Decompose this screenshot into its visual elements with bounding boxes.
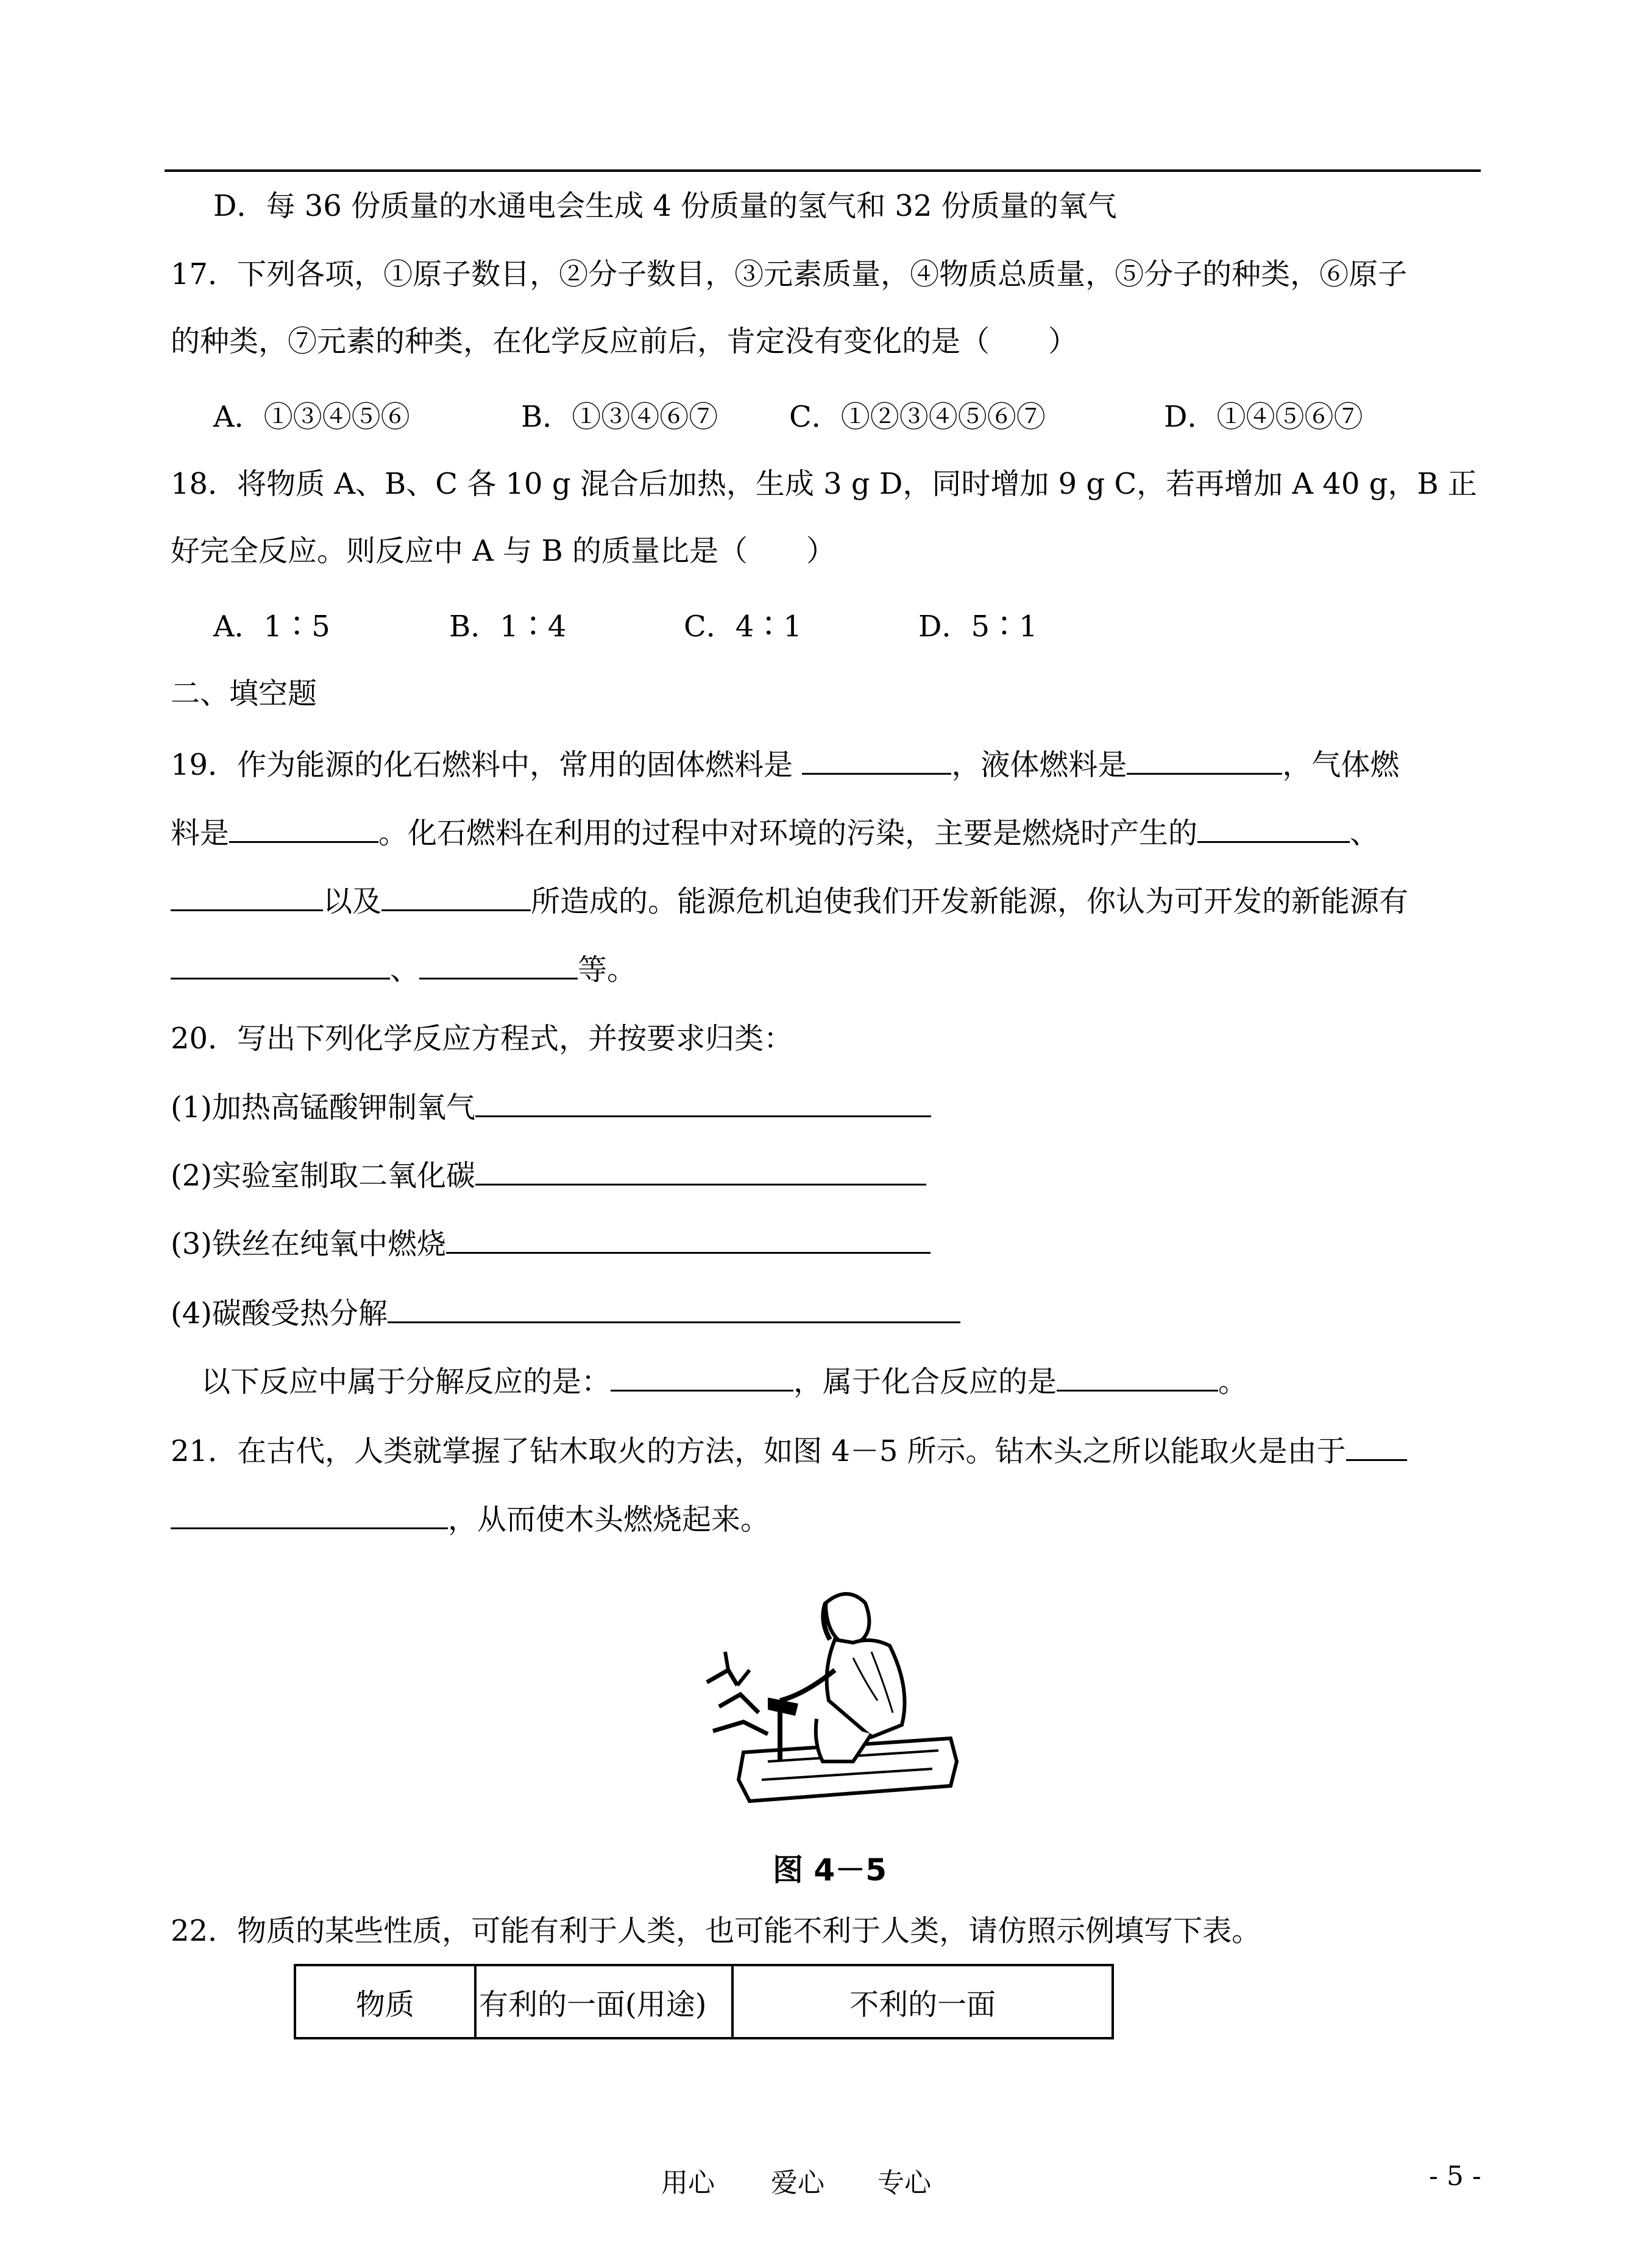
answer-blank[interactable] [475, 1154, 926, 1186]
figure-caption: 图 4－5 [773, 1852, 887, 1888]
answer-blank[interactable] [388, 1292, 960, 1323]
q19-text: 以及 [323, 884, 382, 919]
q18-option-d: D．5∶1 [918, 610, 1038, 644]
q20-item-3 [171, 1223, 931, 1264]
q20-item-text: (1)加热高锰酸钾制氧气 [171, 1090, 475, 1125]
answer-blank[interactable] [381, 880, 531, 911]
q21-line2 [171, 1498, 770, 1539]
answer-blank[interactable] [171, 1498, 448, 1529]
q18-options [213, 607, 1038, 646]
q18-option-a: A．1∶5 [213, 610, 330, 644]
q19-text: 、 [1350, 816, 1380, 850]
q19-text: ，气体燃 [1282, 748, 1400, 782]
q19-line3 [171, 880, 1408, 921]
fire-drilling-illustration [670, 1579, 975, 1822]
q20-item-text: (4)碳酸受热分解 [171, 1296, 388, 1331]
q20-title: 20．写出下列化学反应方程式，并按要求归类： [171, 1022, 793, 1056]
q20-item-1 [171, 1086, 931, 1127]
q18-text-line2: 好完全反应。则反应中 A 与 B 的质量比是（ ） [171, 534, 835, 568]
q16-option-d: D．每 36 份质量的水通电会生成 4 份质量的氢气和 32 份质量的氧气 [213, 189, 1117, 223]
answer-blank[interactable] [419, 948, 578, 979]
table-header-cell: 有利的一面(用途) [475, 1965, 732, 2038]
answer-blank[interactable] [611, 1360, 793, 1392]
q22-text: 22．物质的某些性质，可能有利于人类，也可能不利于人类，请仿照示例填写下表。 [171, 1914, 1261, 1948]
q17-option-a: A．①③④⑤⑥ [213, 400, 410, 434]
q17-options [213, 397, 1363, 436]
q17-text-line1: 17．下列各项，①原子数目，②分子数目，③元素质量，④物质总质量，⑤分子的种类，⑥原子 [171, 257, 1408, 291]
q19-line2 [171, 812, 1379, 853]
q19-line4 [171, 948, 636, 989]
q19-text: 19．作为能源的化石燃料中，常用的固体燃料是 [171, 748, 803, 782]
q20-text: 以下反应中属于分解反应的是： [201, 1365, 611, 1399]
q19-text: 等。 [578, 953, 637, 987]
q20-item-text: (2)实验室制取二氧化碳 [171, 1159, 475, 1193]
table-header-cell: 不利的一面 [732, 1965, 1113, 2038]
answer-blank[interactable] [1346, 1430, 1407, 1461]
q19-text: 。化石燃料在利用的过程中对环境的污染，主要是燃烧时产生的 [378, 816, 1198, 850]
q18-option-b: B．1∶4 [449, 610, 567, 644]
q17-text-line2: 的种类，⑦元素的种类，在化学反应前后，肯定没有变化的是（ ） [171, 324, 1078, 358]
answer-blank[interactable] [229, 812, 378, 843]
q19-text: 所造成的。能源危机迫使我们开发新能源，你认为可开发的新能源有 [531, 884, 1409, 919]
q18-text-line1: 18．将物质 A、B、C 各 10 g 混合后加热，生成 3 g D，同时增加 9 g C，若再增加 A 40 g，B 正 [171, 467, 1477, 501]
answer-blank[interactable] [1197, 812, 1350, 843]
q19-text: 、 [390, 953, 420, 987]
table-header-row [295, 1965, 1113, 2038]
q20-item-4 [171, 1292, 960, 1333]
answer-blank[interactable] [475, 1086, 931, 1117]
q18-option-c: C．4∶1 [684, 610, 802, 644]
q19-line1 [171, 744, 1399, 784]
q19-text: ，液体燃料是 [951, 748, 1127, 782]
table-header-cell: 物质 [295, 1965, 475, 2038]
footer-motto-1: 用心 [661, 2167, 715, 2199]
q20-text: ，属于化合反应的是 [793, 1365, 1057, 1399]
header-rule [165, 169, 1481, 172]
answer-blank[interactable] [171, 948, 390, 979]
footer-motto-2: 爱心 [771, 2167, 824, 2199]
q17-option-d: D．①④⑤⑥⑦ [1164, 400, 1363, 434]
q20-item-2 [171, 1154, 926, 1195]
q21-line1 [171, 1430, 1407, 1471]
q21-text: ，从而使木头燃烧起来。 [448, 1502, 770, 1537]
answer-blank[interactable] [446, 1223, 931, 1254]
q17-option-b: B．①③④⑥⑦ [521, 400, 718, 434]
q17-option-c: C．①②③④⑤⑥⑦ [789, 400, 1046, 434]
properties-table [294, 1964, 1114, 2039]
q21-text: 21．在古代，人类就掌握了钻木取火的方法，如图 4－5 所示。钻木头之所以能取火是由于 [171, 1434, 1346, 1468]
answer-blank[interactable] [802, 744, 951, 775]
footer-motto-3: 专心 [878, 2167, 931, 2199]
q20-text: 。 [1218, 1365, 1248, 1399]
q20-item-text: (3)铁丝在纯氧中燃烧 [171, 1227, 446, 1261]
answer-blank[interactable] [171, 880, 323, 911]
answer-blank[interactable] [1057, 1360, 1218, 1392]
page-number: - 5 - [1429, 2161, 1481, 2192]
q20-classification [201, 1360, 1247, 1401]
section-title-fill-in: 二、填空题 [171, 677, 317, 711]
answer-blank[interactable] [1127, 744, 1282, 775]
q19-text: 料是 [171, 816, 230, 850]
